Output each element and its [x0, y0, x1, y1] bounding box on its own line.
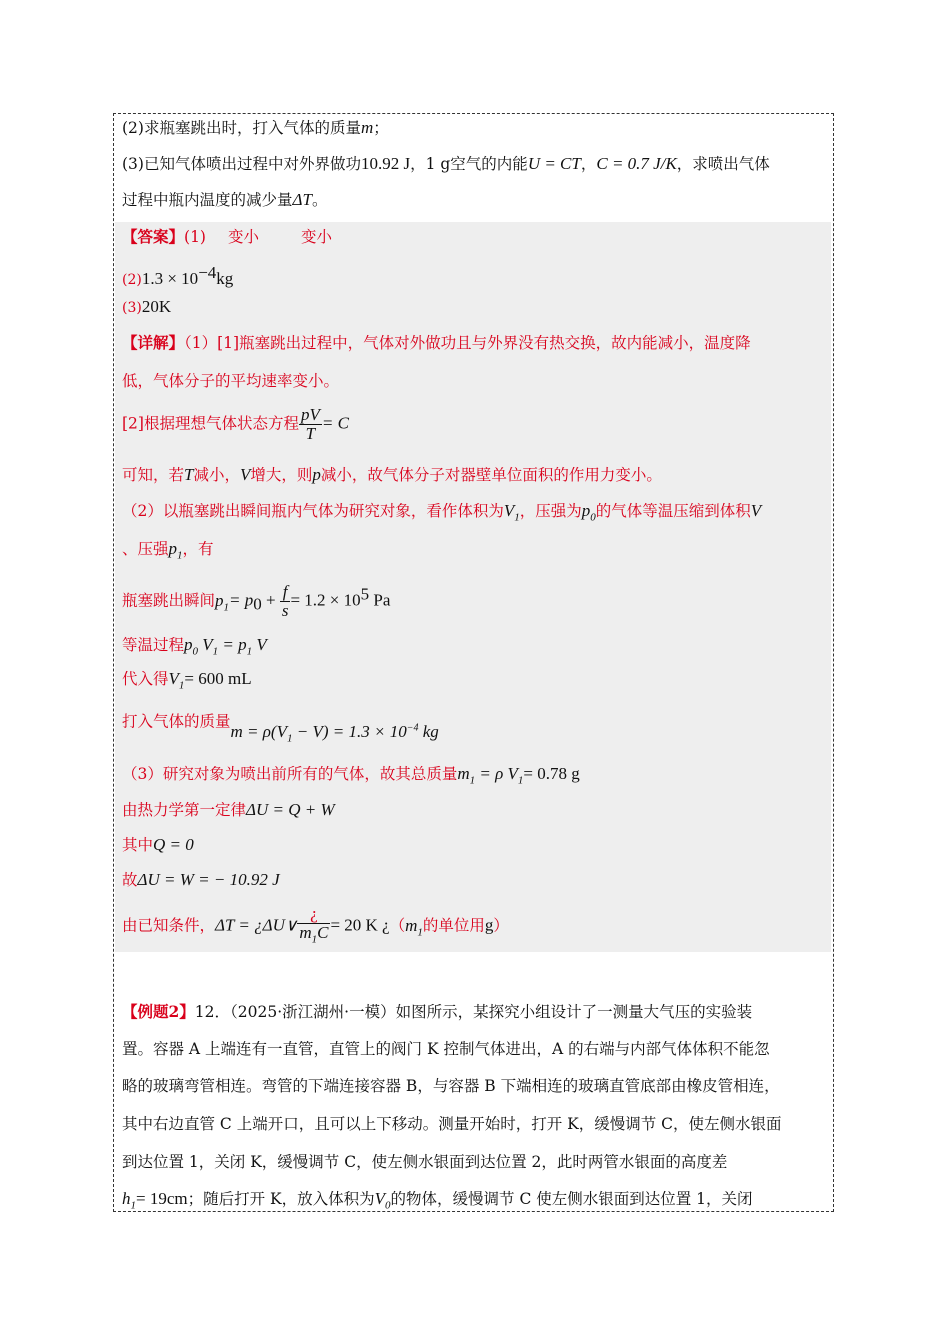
question-part-3: (3)已知气体喷出过程中对外界做功10.92 J，1 g空气的内能U = CT，C = 0.7 J/K，求喷出气体 [122, 154, 770, 173]
detail-line-4: 可知，若T减小，V增大，则p减小，故气体分子对器壁单位面积的作用力变小。 [122, 465, 662, 484]
detail-line-8: 等温过程$p_0$ $V_1 = p_1$ V [122, 635, 267, 658]
answer-line-3: (3)20K [122, 297, 172, 316]
answer-line-1: 【答案】(1) 变小 变小 [122, 227, 333, 246]
example-line-6: $h_1= 19cm$；随后打开 K，放入体积为$V_0$的物体，缓慢调节 C 使左侧水银面到达位置 1，关闭 [122, 1189, 753, 1212]
detail-line-9: 代入得$V_1= 600$ mL [122, 669, 252, 692]
detail-line-2: 低，气体分子的平均速率变小。 [122, 372, 340, 390]
detail-line-5: （2）以瓶塞跳出瞬间瓶内气体为研究对象，看作体积为$V_1$，压强为$p_0$的气体等温压缩到体积V [122, 501, 762, 524]
detail-line-1: 【详解】（1）[1]瓶塞跳出过程中，气体对外做功且与外界没有热交换，故内能减小，温度降 [122, 333, 751, 352]
answer-line-2: $(2)1.3 \times 10^{-4}kg$ [122, 263, 234, 289]
detail-line-3: [2]根据理想气体状态方程 $\frac{pV}{T}$ = C [122, 405, 349, 443]
example-line-2: 置。容器 A 上端连有一直管，直管上的阀门 K 控制气体进出，A 的右端与内部气体体积不能忽 [122, 1040, 770, 1058]
example-line-4: 其中右边直管 C 上端开口，且可以上下移动。测量开始时，打开 K，缓慢调节 C，使左侧水银面 [122, 1115, 782, 1133]
detail-line-10: 打入气体的质量$m = \rho(V_1 - V) = 1.3 \times 10^{-4}$ kg [122, 712, 439, 745]
question-part-3-cont: 过程中瓶内温度的减少量ΔT。 [122, 190, 328, 209]
question-part-2: (2)求瓶塞跳出时，打入气体的质量m； [122, 118, 389, 137]
example-line-1: 【例题2】12．（2025·浙江湖州·一模）如图所示，某探究小组设计了一测量大气压的实验装 [122, 1002, 753, 1021]
detail-line-14: 故ΔU = W = − 10.92 J [122, 870, 280, 889]
example-line-5: 到达位置 1，关闭 K，缓慢调节 C，使左侧水银面到达位置 2，此时两管水银面的高度差 [122, 1153, 728, 1171]
detail-line-13: 其中Q = 0 [122, 835, 194, 854]
detail-line-7: 瓶塞跳出瞬间$p_1= p_0$ + $\frac{f}{s}$ = $1.2 \times 10^5$ Pa [122, 582, 391, 620]
detail-line-12: 由热力学第一定律ΔU = Q + W [122, 800, 335, 819]
example-line-3: 略的玻璃弯管相连。弯管的下端连接容器 B，与容器 B 下端相连的玻璃直管底部由橡皮管相连， [122, 1077, 780, 1095]
detail-line-15: 由已知条件，ΔT = ¿ΔU∨ $\frac{¿}{m_1C}$ = 20 K ¿（$m_1$的单位用g） [122, 904, 509, 946]
detail-line-6: 、压强$p_1$，有 [122, 539, 214, 562]
detail-line-11: （3）研究对象为喷出前所有的气体，故其总质量$m_1 = \rho$ $V_1= 0.78$ g [122, 764, 580, 787]
